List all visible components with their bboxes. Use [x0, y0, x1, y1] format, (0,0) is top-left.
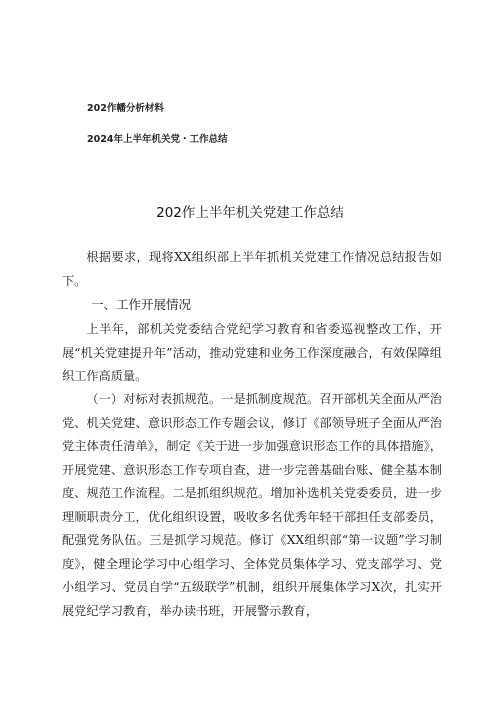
paragraph-text: 上半年，部机关党委结合党纪学习教育和省委巡视整改工作，开展“机关党建提升年”活动，推动党建和业务工作深度融合，有效保障组织工作高质量。	[62, 322, 442, 383]
intro-paragraph	[62, 246, 442, 293]
document-title: 202作上半年机关党建工作总结	[156, 205, 344, 221]
header-line-1: 202作幡分析材料	[87, 103, 164, 114]
section-heading-1: 一、工作开展情况	[91, 297, 192, 312]
section-1-paragraph-1	[62, 318, 442, 389]
header-line-2: 2024年上半年机关党・工作总结	[87, 134, 228, 145]
paragraph-text: （一）对标对表抓规范。一是抓制度规范。召开部机关全面从严治党、机关党建、意识形态工作专题会议，修订《部领导班子全面从严治党主体责任清单》，制定《关于进一步加强意识形态工作的具体措施》，开展党建、意识形态工作专项自查，进一步完善基础台账、健全基本制度、规范工作流程。二是抓组织规范。增加补选机关党委委员，进一步理顺职责分工，优化组织设置，吸收多名优秀年轻干部担任支部委员，配强党务队伍。三是抓学习规范。修订《XX组织部“第一议题”学习制度》，健全理论学习中心组学习、全体党员集体学习、党支部学习、党小组学习、党员自学“五级联学”机制，组织开展集体学习X次，扎实开展党纪学习教育，举办读书班，开展警示教育，	[62, 392, 442, 618]
section-1-paragraph-2	[62, 388, 442, 623]
intro-text: 根据要求，现将XX组织部上半年抓机关党建工作情况总结报告如下。	[62, 250, 442, 288]
